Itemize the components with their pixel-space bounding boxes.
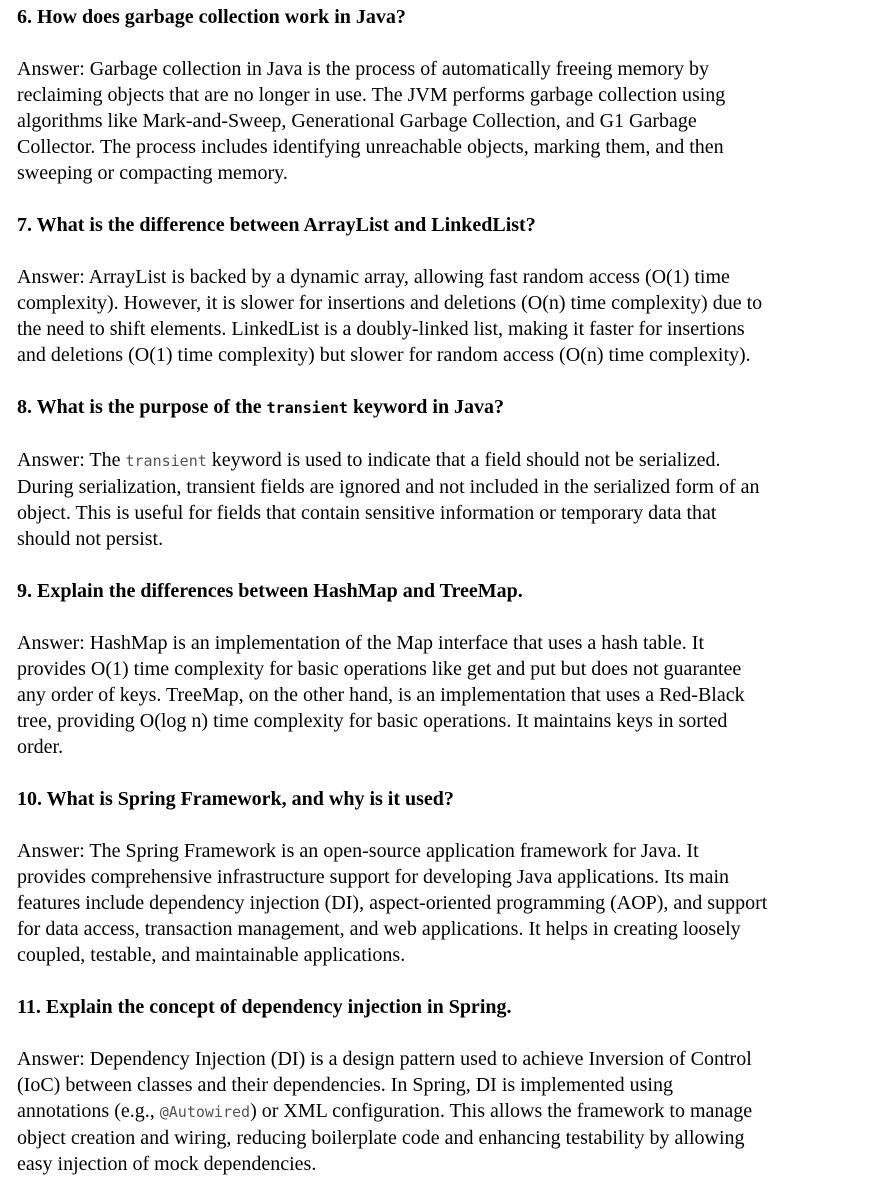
answer-line: [17, 342, 882, 368]
text-run: coupled, testable, and maintainable applications.: [17, 944, 406, 966]
text-run: for data access, transaction management, and web applications. It helps in creating loosely: [17, 918, 741, 940]
text-run: Answer: Garbage collection in Java is the process of automatically freeing memory by: [17, 58, 709, 80]
text-run: 8. What is the purpose of the: [17, 396, 267, 418]
answer-line: [17, 82, 882, 108]
answer-line: [17, 682, 882, 708]
answer-line: [17, 630, 882, 656]
inline-code: transient: [266, 399, 348, 417]
answer-paragraph: [17, 1046, 882, 1177]
answer-line: [17, 656, 882, 682]
answer-line: [17, 316, 882, 342]
answer-line: [17, 708, 882, 734]
question-heading: [17, 212, 882, 238]
answer-line: [17, 264, 882, 290]
text-run: object. This is useful for fields that contain sensitive information or temporary data that: [17, 502, 717, 524]
inline-code: transient: [125, 452, 207, 470]
text-run: annotations (e.g.,: [17, 1100, 160, 1122]
text-run: ) or XML configuration. This allows the framework to manage: [250, 1100, 753, 1122]
text-run: During serialization, transient fields are ignored and not included in the serialized form of an: [17, 476, 760, 498]
text-run: easy injection of mock dependencies.: [17, 1153, 317, 1175]
answer-line: [17, 1098, 882, 1125]
answer-line: [17, 474, 882, 500]
text-run: keyword in Java?: [347, 396, 505, 418]
text-run: keyword is used to indicate that a field should not be serialized.: [206, 449, 721, 471]
text-run: order.: [17, 736, 64, 758]
answer-line: [17, 734, 882, 760]
text-run: the need to shift elements. LinkedList is a doubly-linked list, making it faster for insertions: [17, 318, 745, 340]
answer-line: [17, 838, 882, 864]
answer-line: [17, 290, 882, 316]
answer-paragraph: [17, 56, 882, 186]
text-run: complexity). However, it is slower for insertions and deletions (O(n) time complexity) due to: [17, 292, 763, 314]
answer-line: [17, 1046, 882, 1072]
text-run: 7. What is the difference between ArrayList and LinkedList?: [17, 214, 536, 236]
question-heading: [17, 394, 882, 421]
answer-line: [17, 447, 882, 474]
text-run: 9. Explain the differences between HashMap and TreeMap.: [17, 580, 523, 602]
answer-paragraph: [17, 630, 882, 760]
answer-line: [17, 526, 882, 552]
text-run: and deletions (O(1) time complexity) but slower for random access (O(n) time complexity).: [17, 344, 751, 366]
answer-paragraph: [17, 838, 882, 968]
answer-paragraph: [17, 447, 882, 552]
text-run: 11. Explain the concept of dependency injection in Spring.: [17, 996, 512, 1018]
answer-line: [17, 500, 882, 526]
answer-line: [17, 864, 882, 890]
text-run: 10. What is Spring Framework, and why is it used?: [17, 788, 454, 810]
text-run: object creation and wiring, reducing boilerplate code and enhancing testability by allowing: [17, 1127, 745, 1149]
answer-line: [17, 134, 882, 160]
text-run: algorithms like Mark-and-Sweep, Generational Garbage Collection, and G1 Garbage: [17, 110, 697, 132]
question-heading: [17, 994, 882, 1020]
text-run: 6. How does garbage collection work in Java?: [17, 6, 406, 28]
answer-line: [17, 56, 882, 82]
question-heading: [17, 786, 882, 812]
inline-code: @Autowired: [159, 1103, 251, 1121]
text-run: provides O(1) time complexity for basic operations like get and put but does not guarantee: [17, 658, 742, 680]
text-run: Answer: Dependency Injection (DI) is a design pattern used to achieve Inversion of Control: [17, 1048, 752, 1070]
answer-line: [17, 942, 882, 968]
text-run: Collector. The process includes identifying unreachable objects, marking them, and then: [17, 136, 724, 158]
text-run: Answer: The: [17, 449, 126, 471]
answer-line: [17, 1151, 882, 1177]
answer-line: [17, 1072, 882, 1098]
answer-line: [17, 160, 882, 186]
text-run: provides comprehensive infrastructure support for developing Java applications. Its main: [17, 866, 730, 888]
text-run: Answer: HashMap is an implementation of the Map interface that uses a hash table. It: [17, 632, 705, 654]
question-heading: [17, 578, 882, 604]
question-heading: [17, 4, 882, 30]
text-run: tree, providing O(log n) time complexity for basic operations. It maintains keys in sorted: [17, 710, 728, 732]
text-run: Answer: ArrayList is backed by a dynamic array, allowing fast random access (O(1) time: [17, 266, 730, 288]
text-run: features include dependency injection (DI), aspect-oriented programming (AOP), and support: [17, 892, 768, 914]
text-run: reclaiming objects that are no longer in use. The JVM performs garbage collection using: [17, 84, 726, 106]
text-run: should not persist.: [17, 528, 164, 550]
answer-line: [17, 890, 882, 916]
answer-line: [17, 108, 882, 134]
text-run: Answer: The Spring Framework is an open-source application framework for Java. It: [17, 840, 699, 862]
answer-line: [17, 916, 882, 942]
answer-line: [17, 1125, 882, 1151]
text-run: sweeping or compacting memory.: [17, 162, 288, 184]
text-run: any order of keys. TreeMap, on the other hand, is an implementation that uses a Red-Black: [17, 684, 745, 706]
text-run: (IoC) between classes and their dependencies. In Spring, DI is implemented using: [17, 1074, 673, 1096]
answer-paragraph: [17, 264, 882, 368]
